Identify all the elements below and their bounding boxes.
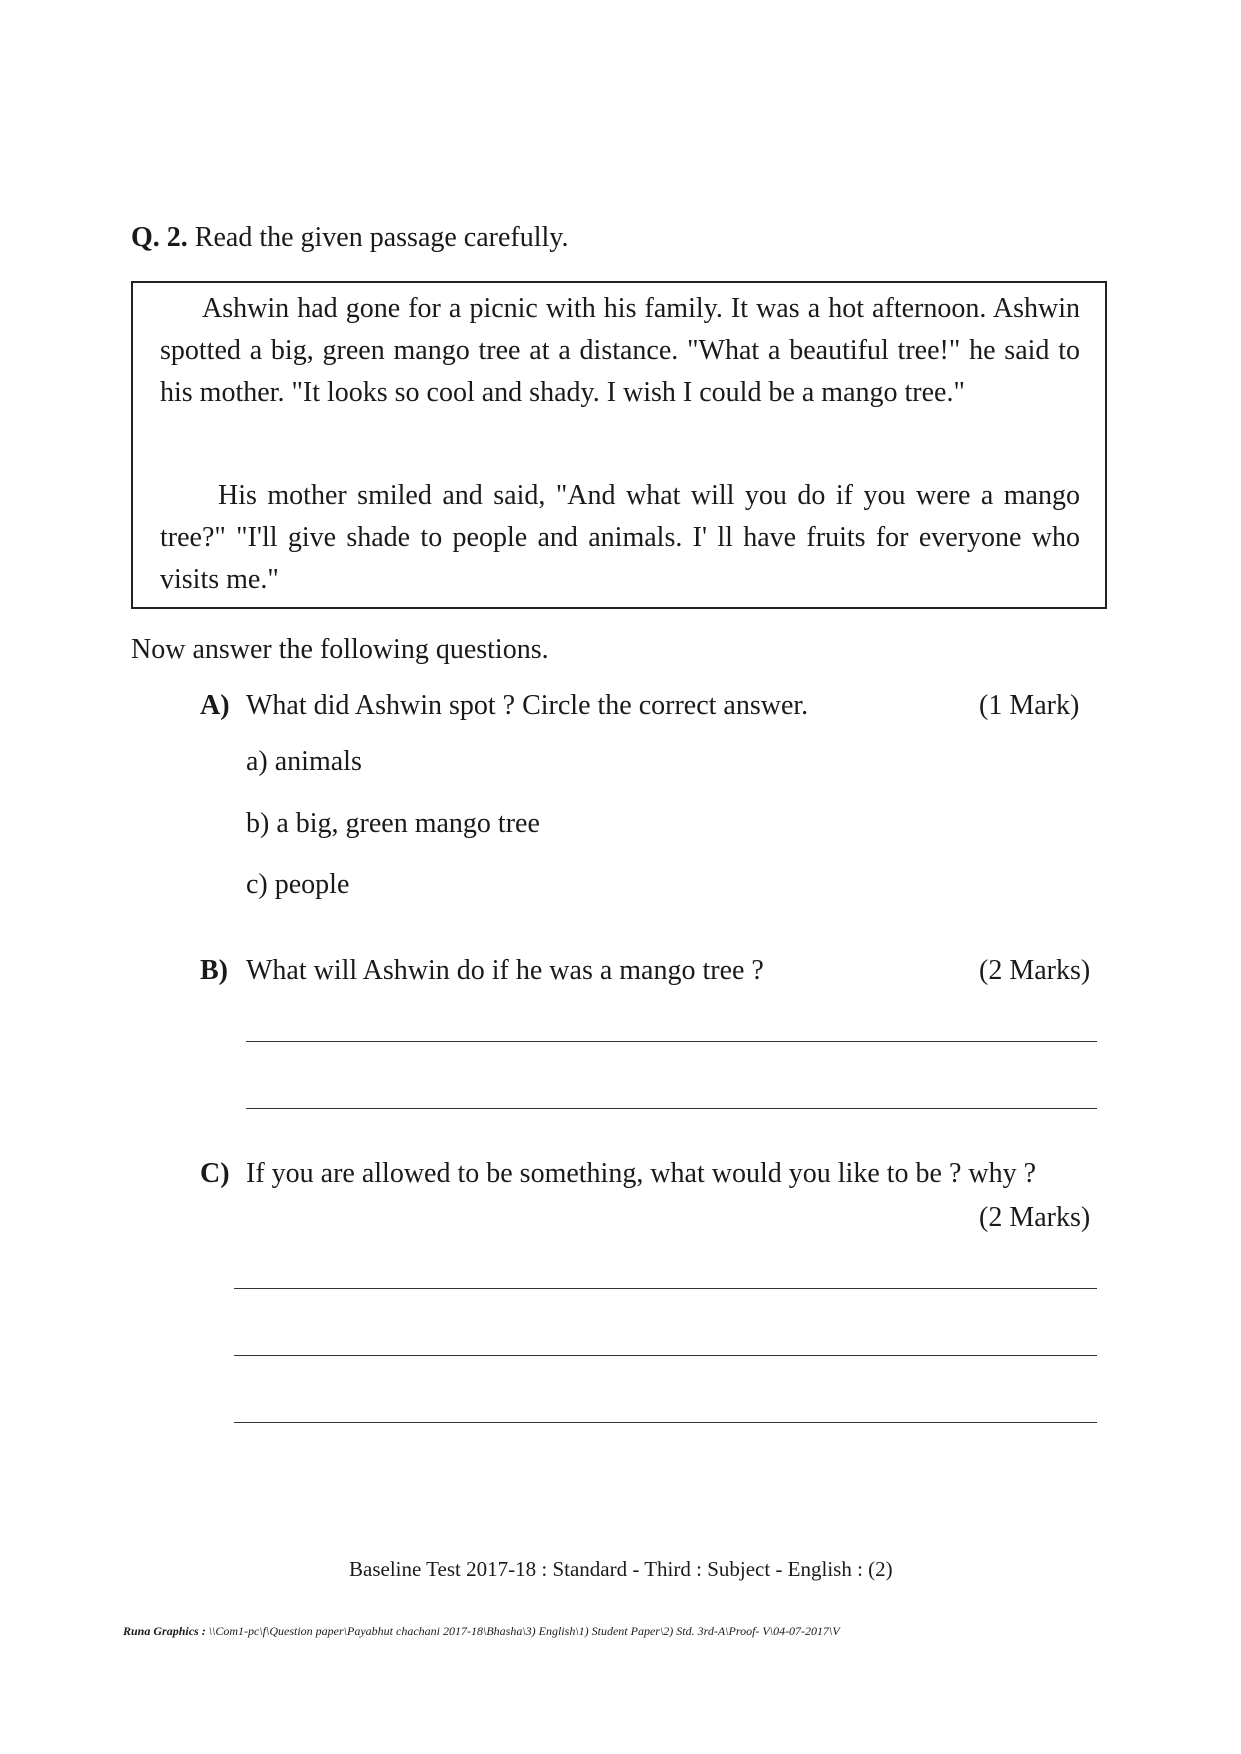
passage-paragraph-2: His mother smiled and said, "And what will you do if you were a mango tree?" "I'll give shade to people and animals. I' ll have fruits for everyone who visits me."	[160, 480, 1080, 595]
question-b-marks: (2 Marks)	[979, 955, 1091, 986]
question-a-label: A)	[200, 690, 230, 721]
question-c-marks: (2 Marks)	[979, 1202, 1091, 1233]
option-c[interactable]: c) people	[246, 869, 350, 900]
option-b[interactable]: b) a big, green mango tree	[246, 808, 540, 839]
page-footer: Baseline Test 2017-18 : Standard - Third : Subject - English : (2)	[349, 1557, 893, 1581]
file-path: \\Com1-pc\f\Question paper\Payabhut chachani 2017-18\Bhasha\3) English\1) Student Paper\2) Std. 3rd-A\Proof- V\04-07-2017\V	[205, 1624, 840, 1638]
question-a-text: What did Ashwin spot ? Circle the correct answer.	[246, 690, 809, 721]
question-b-label: B)	[200, 955, 228, 986]
option-a[interactable]: a) animals	[246, 746, 362, 777]
answer-line[interactable]	[234, 1288, 1097, 1289]
question-heading	[131, 222, 568, 254]
question-b-text: What will Ashwin do if he was a mango tree ?	[246, 955, 764, 986]
answer-line[interactable]	[234, 1355, 1097, 1356]
follow-up-instruction: Now answer the following questions.	[131, 634, 549, 665]
question-instruction: Read the given passage carefully.	[194, 222, 569, 253]
printer-credits	[123, 1624, 840, 1639]
passage-paragraph-1: Ashwin had gone for a picnic with his family. It was a hot afternoon. Ashwin spotted a big, green mango tree at a distance. "What a beautiful tree!" he said to his mother. "It looks so cool and shady. I wish I could be a mango tree."	[160, 293, 1080, 408]
question-c-text: If you are allowed to be something, what would you like to be ? why ?	[246, 1158, 1037, 1189]
printer-brand: Runa Graphics :	[123, 1624, 206, 1638]
answer-line[interactable]	[246, 1041, 1097, 1042]
question-c-label: C)	[200, 1158, 230, 1189]
question-a-marks: (1 Mark)	[979, 690, 1080, 721]
answer-line[interactable]	[234, 1422, 1097, 1423]
answer-line[interactable]	[246, 1108, 1097, 1109]
question-number: Q. 2.	[131, 222, 188, 253]
